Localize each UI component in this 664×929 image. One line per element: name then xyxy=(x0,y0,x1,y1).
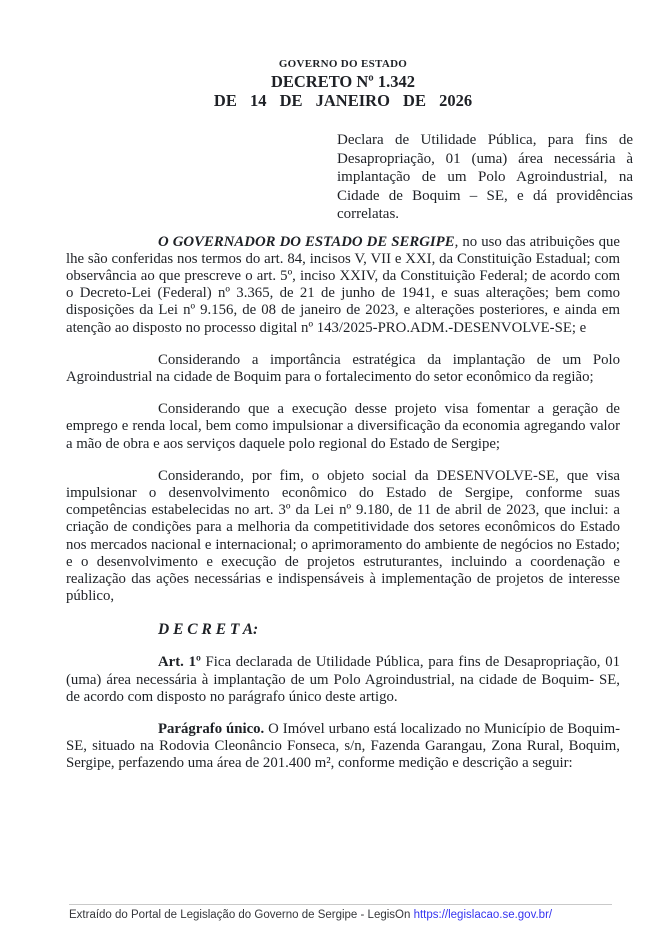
enacting-clause: D E C R E T A: xyxy=(158,621,259,639)
legison-portal-link[interactable]: https://legislacao.se.gov.br/ xyxy=(413,909,553,921)
recital-paragraph-2: Considerando que a execução desse projeto visa fomentar a geração de emprego e renda local, bem como impulsionar a diversificação da economia agregando valor a mão de obra e aos serviços daquele polo regional do Estado de Sergipe; xyxy=(66,401,620,452)
article-1-paragraph xyxy=(66,654,620,706)
recital-paragraph-3: Considerando, por fim, o objeto social da DESENVOLVE-SE, que visa impulsionar o desenvolvimento econômico do Estado de Sergipe, conforme suas competências estabelecidas no art. 3º da Lei nº 9.180, de 11 de abril de 2023, que inclui: a criação de condições para a melhoria da competitividade dos setores econômicos do Estado nos mercados nacional e internacional; o aprimoramento do ambiente de negócios no Estado; e o desenvolvimento e execução de projetos estruturantes, incluindo a coordenação e realização das ações necessárias e indispensáveis à implementação de projetos de interesse público, xyxy=(66,467,620,605)
document-header xyxy=(66,58,620,110)
legison-source-footer xyxy=(69,904,612,922)
decree-date-title: DE 14 DE JANEIRO DE 2026 xyxy=(213,91,473,110)
government-org-title: GOVERNO DO ESTADO xyxy=(278,58,408,70)
sole-paragraph xyxy=(66,721,620,773)
recital-paragraph-1: Considerando a importância estratégica da implantação de um Polo Agroindustrial na cidade de Boquim para o fortalecimento do setor econômico da região; xyxy=(66,351,620,385)
preamble-paragraph xyxy=(66,234,620,337)
sole-paragraph-text: O Imóvel urbano está localizado no Município de Boquim-SE, situado na Rodovia Cleonâncio Fonseca, s/n, Fazenda Garangau, Zona Rural, Boquim, Sergipe, perfazendo uma área de 201.400 m², conforme medição e descrição a seguir: xyxy=(66,720,621,772)
decree-number-title: DECRETO Nº 1.342 xyxy=(270,72,416,91)
footer-source-text: Extraído do Portal de Legislação do Governo de Sergipe - LegisOn xyxy=(69,909,411,921)
governor-title: O GOVERNADOR DO ESTADO DE SERGIPE xyxy=(158,233,455,250)
article-1-text: Fica declarada de Utilidade Pública, para fins de Desapropriação, 01 (uma) área necessária à implantação de um Polo Agroindustrial, na cidade de Boquim- SE, de acordo com disposto no parágrafo único deste artigo. xyxy=(66,654,620,705)
article-1-label: Art. 1º xyxy=(158,654,201,671)
decree-summary: Declara de Utilidade Pública, para fins de Desapropriação, 01 (uma) área necessária à implantação de um Polo Agroindustrial, na Cidade de Boquim – SE, e dá providências correlatas. xyxy=(337,132,633,222)
sole-paragraph-label: Parágrafo único. xyxy=(158,720,265,737)
preamble-text: , no uso das atribuições que lhe são conferidas nos termos do art. 84, incisos V, VII e XXI, da Constituição Estadual; com observância ao que prescreve o art. 5º, inciso XXIV, da Constituição Federal; de acordo com o Decreto-Lei (Federal) nº 3.365, de 21 de junho de 1941, e suas alterações; bem como disposições da Lei nº 9.156, de 08 de janeiro de 2023, e alterações posteriores, e ainda em atenção ao disposto no processo digital nº 143/2025-PRO.ADM.-DESENVOLVE-SE; e xyxy=(66,233,620,336)
